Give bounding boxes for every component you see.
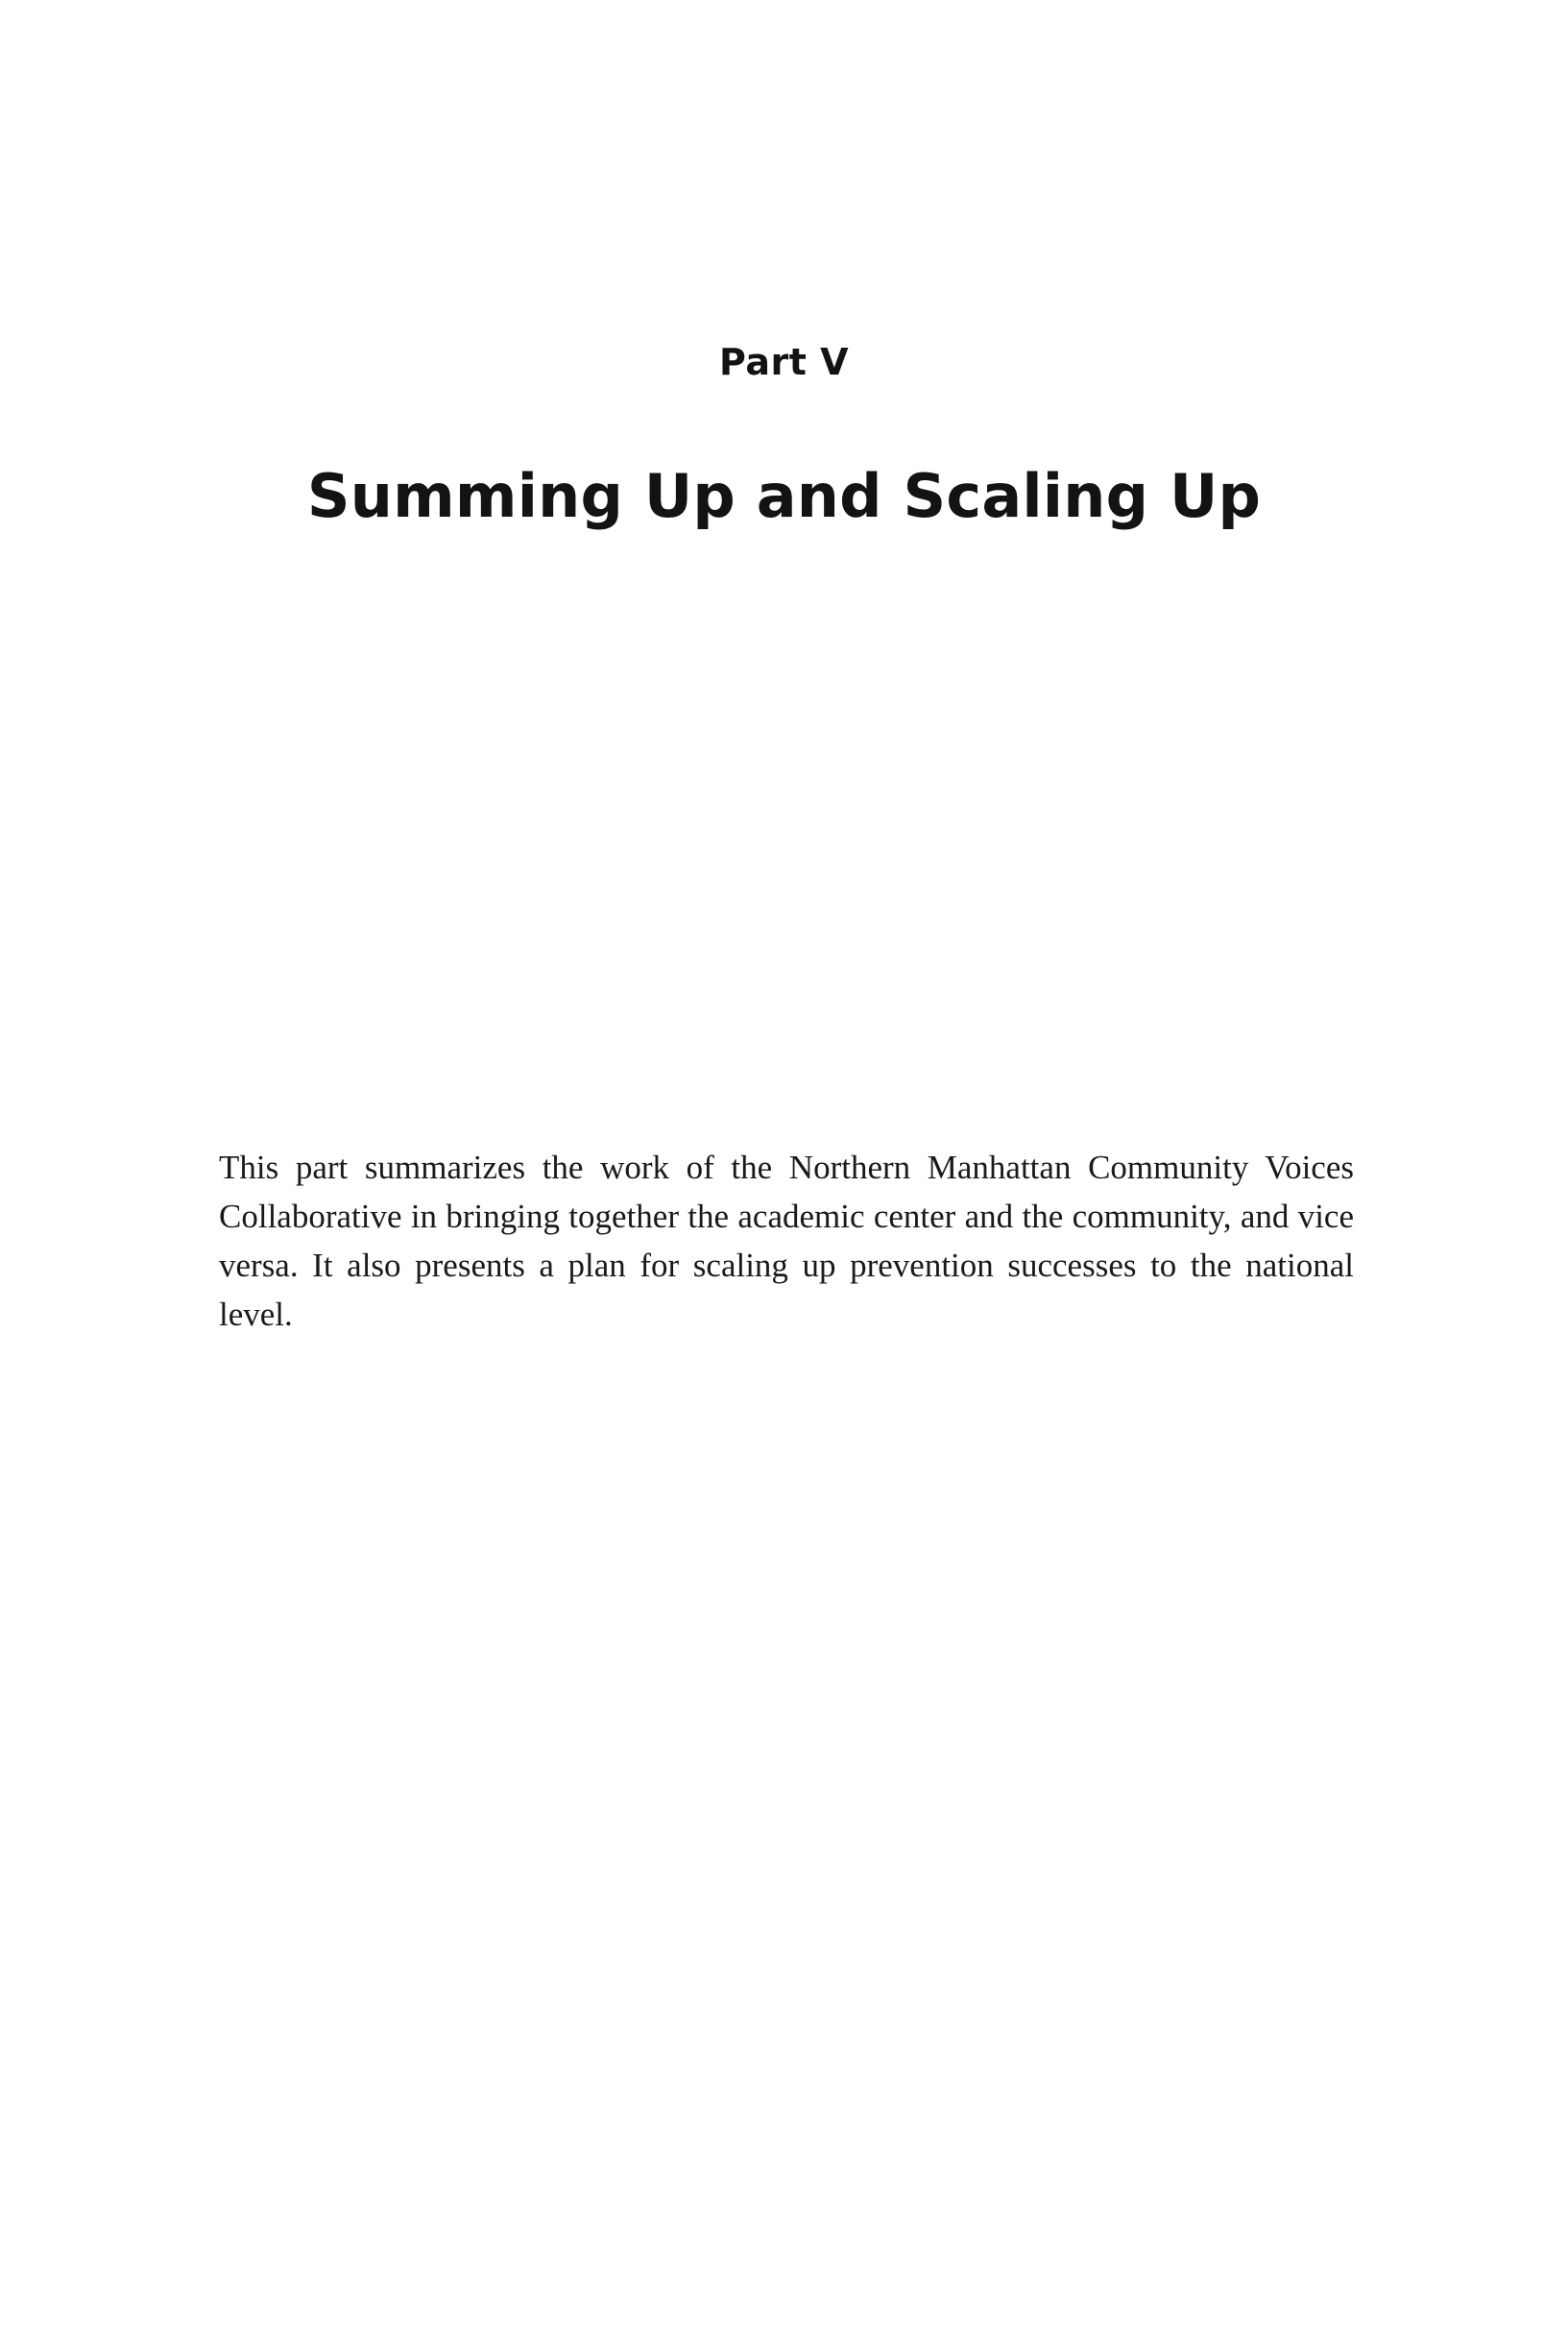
part-introduction: [219, 1143, 1354, 1339]
page-title: Summing Up and Scaling Up: [306, 460, 1262, 531]
part-label: Part V: [718, 341, 850, 383]
intro-paragraph: This part summarizes the work of the Northern Manhattan Community Voices Collaborative in bringing together the academic center and the community, and vice versa. It also presents a plan for scaling up prevention successes to the national level.: [219, 1149, 1354, 1333]
